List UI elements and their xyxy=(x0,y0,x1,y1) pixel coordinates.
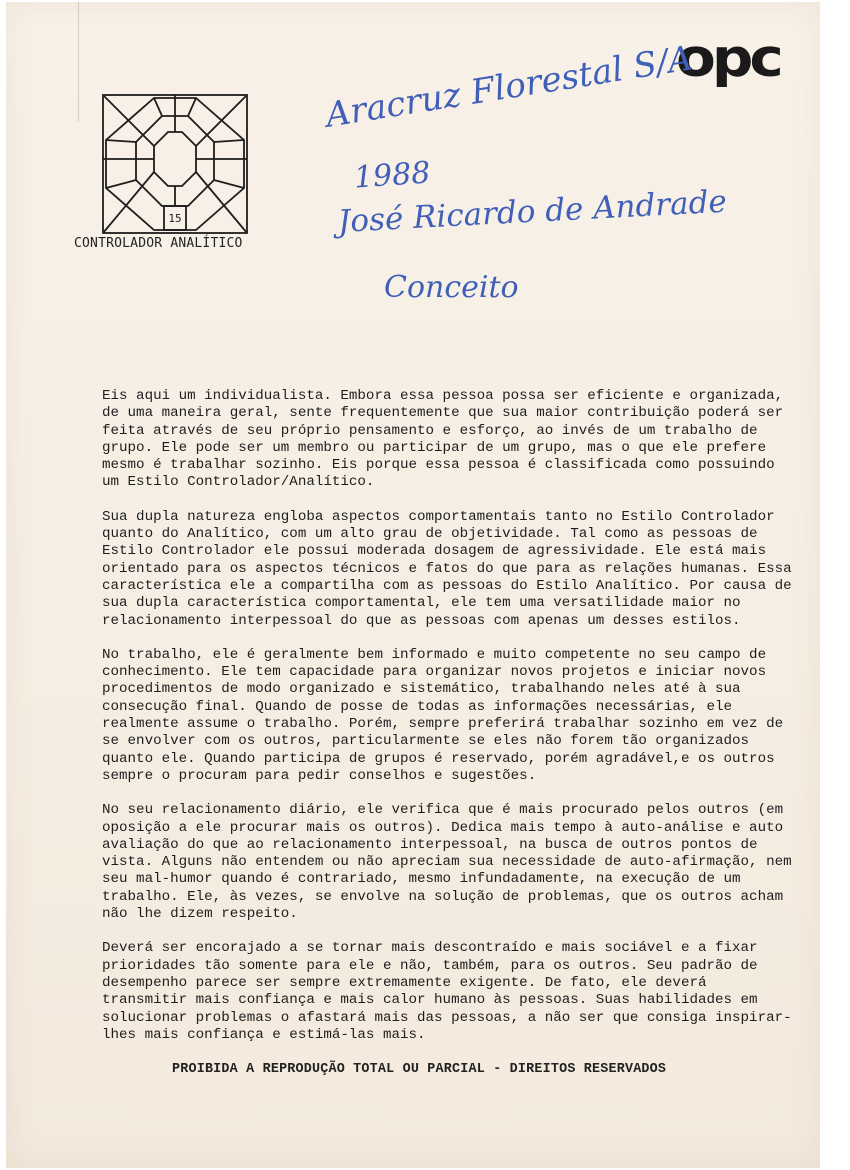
brand-logo: opc xyxy=(676,27,780,89)
profile-description xyxy=(102,388,796,1061)
emblem-caption: CONTROLADOR ANALÍTICO xyxy=(74,236,243,251)
handwritten-name: José Ricardo de Andrade xyxy=(337,183,728,240)
paragraph-relationships: No seu relacionamento diário, ele verifica que é mais procurado pelos outros (em oposição a ele procurar mais os outros). Dedica mais tempo à auto-análise e auto avaliação do que ao relacionamento interpessoal, na busca de outros pontos de vista. Alguns não entendem ou não apreciam sua necessidade de auto-afirmação, nem seu mal-humor quando é contrariado, mesmo infundadamente, na execução de um trabalho. Ele, às vezes, se envolve na solução de problemas, que os outros acham não lhe dizem respeito. xyxy=(102,802,792,923)
paragraph-intro: Eis aqui um individualista. Embora essa pessoa possa ser eficiente e organizada, de uma maneira geral, sente frequentemente que sua maior contribuição poderá ser feita através de seu próprio pensamento e esforço, ao invés de um trabalho de grupo. Ele pode ser um membro ou participar de um grupo, mas o que ele prefere mesmo é trabalhar sozinho. Eis porque essa pessoa é classificada como possuindo um Estilo Controlador/Analítico. xyxy=(102,388,784,491)
copyright-notice: PROIBIDA A REPRODUÇÃO TOTAL OU PARCIAL - DIREITOS RESERVADOS xyxy=(172,1062,667,1077)
handwritten-note: Conceito xyxy=(384,270,519,305)
emblem-number: 15 xyxy=(168,212,182,225)
handwritten-year: 1988 xyxy=(352,155,432,196)
octagon-emblem-icon xyxy=(102,94,248,234)
paragraph-dual-nature: Sua dupla natureza engloba aspectos comportamentais tanto no Estilo Controlador quanto do Analítico, com um alto grau de objetividade. Tal como as pessoas de Estilo Controlador ele possui moderada dosagem de agressividade. Ele está mais orientado para os aspectos técnicos e fatos do que para as relações humanas. Essa característica ele a compartilha com as pessoas do Estilo Analítico. Por causa de sua dupla característica comportamental, ele tem uma versatilidade maior no relacionamento interpessoal do que as pessoas com apenas um desses estilos. xyxy=(102,508,792,629)
paragraph-recommendations: Deverá ser encorajado a se tornar mais descontraído e mais sociável e a fixar prioridades tão somente para ele e não, também, para os outros. Seu padrão de desempenho parece ser sempre extremamente exigente. De fato, ele deverá transmitir mais confiança e mais calor humano às pessoas. Suas habilidades em solucionar problemas o afastará mais das pessoas, a não ser que consiga inspirar-lhes mais confiança e estimá-las mais. xyxy=(102,940,792,1043)
fold-mark xyxy=(78,2,79,122)
handwritten-company: Aracruz Florestal S/A xyxy=(322,38,696,136)
document-page xyxy=(6,2,820,1168)
paragraph-work: No trabalho, ele é geralmente bem informado e muito competente no seu campo de conhecimento. Ele tem capacidade para organizar novos projetos e iniciar novos procedimentos de modo organizado e sistemático, trabalhando neles até à sua consecução final. Quando de posse de todas as informações necessárias, ele realmente assume o trabalho. Porém, sempre preferirá trabalhar sozinho em vez de se envolver com os outros, particularmente se eles não forem tão organizados quanto ele. Quando participa de grupos é reservado, porém agradável,e os outros sempre o procuram para pedir conselhos e sugestões. xyxy=(102,646,784,784)
